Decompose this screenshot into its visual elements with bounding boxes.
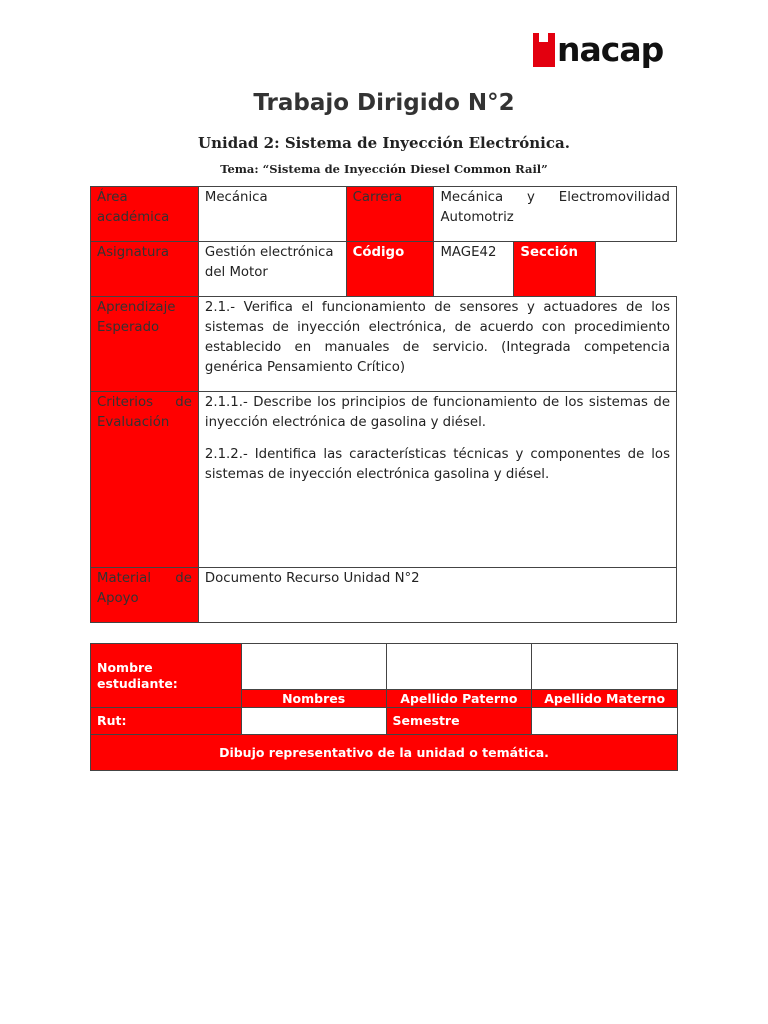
table-row [91, 708, 678, 735]
table-row [91, 735, 678, 771]
seccion-label: Sección [514, 242, 596, 297]
inacap-logo-text: nacap [557, 30, 664, 69]
area-value: Mecánica [198, 187, 346, 242]
table-row [91, 644, 678, 690]
apellido-paterno-field[interactable] [386, 644, 532, 690]
area-label: Área académica [91, 187, 199, 242]
carrera-value: Mecánica y Electromovilidad Automotriz [434, 187, 677, 242]
course-info-table [90, 186, 677, 623]
semestre-field[interactable] [532, 708, 678, 735]
table-row [91, 297, 677, 392]
codigo-value: MAGE42 [434, 242, 514, 297]
aprendizaje-label: Aprendizaje Esperado [91, 297, 199, 392]
inacap-logo-mark [533, 33, 555, 67]
aprendizaje-value: 2.1.- Verifica el funcionamiento de sensores y actuadores de los sistemas de inyección electrónica, de acuerdo con procedimiento establecido en manuales de servicio. (Integrada competencia genérica Pensamiento Crítico) [198, 297, 676, 392]
nombres-header: Nombres [241, 690, 386, 708]
seccion-blank [596, 242, 677, 297]
inacap-logo [533, 28, 663, 72]
table-row [91, 568, 677, 623]
carrera-label: Carrera [346, 187, 434, 242]
nombre-label: Nombre estudiante: [91, 644, 242, 708]
codigo-label: Código [346, 242, 434, 297]
apellido-materno-header: Apellido Materno [532, 690, 678, 708]
criterios-label: Criterios de Evaluación [91, 392, 199, 568]
table-row [91, 187, 677, 242]
table-row [91, 242, 677, 297]
page-title: Trabajo Dirigido N°2 [253, 90, 515, 116]
page-subtitle: Unidad 2: Sistema de Inyección Electrónica. [198, 134, 570, 152]
semestre-label: Semestre [386, 708, 532, 735]
material-label: Material de Apoyo [91, 568, 199, 623]
table-row [91, 392, 677, 568]
student-table [90, 643, 678, 771]
apellido-paterno-header: Apellido Paterno [386, 690, 532, 708]
nombres-field[interactable] [241, 644, 386, 690]
dibujo-label: Dibujo representativo de la unidad o temática. [91, 735, 678, 771]
criterios-cell [198, 392, 676, 568]
rut-field[interactable] [241, 708, 386, 735]
material-value: Documento Recurso Unidad N°2 [198, 568, 676, 623]
tema-line: Tema: “Sistema de Inyección Diesel Common Rail” [220, 162, 548, 176]
asignatura-value: Gestión electrónica del Motor [198, 242, 346, 297]
asignatura-label: Asignatura [91, 242, 199, 297]
criterio-item: 2.1.2.- Identifica las características técnicas y componentes de los sistemas de inyección electrónica gasolina y diésel. [204, 447, 670, 482]
criterio-item: 2.1.1.- Describe los principios de funcionamiento de los sistemas de inyección electrónica de gasolina y diésel. [204, 395, 670, 430]
apellido-materno-field[interactable] [532, 644, 678, 690]
rut-label: Rut: [91, 708, 242, 735]
